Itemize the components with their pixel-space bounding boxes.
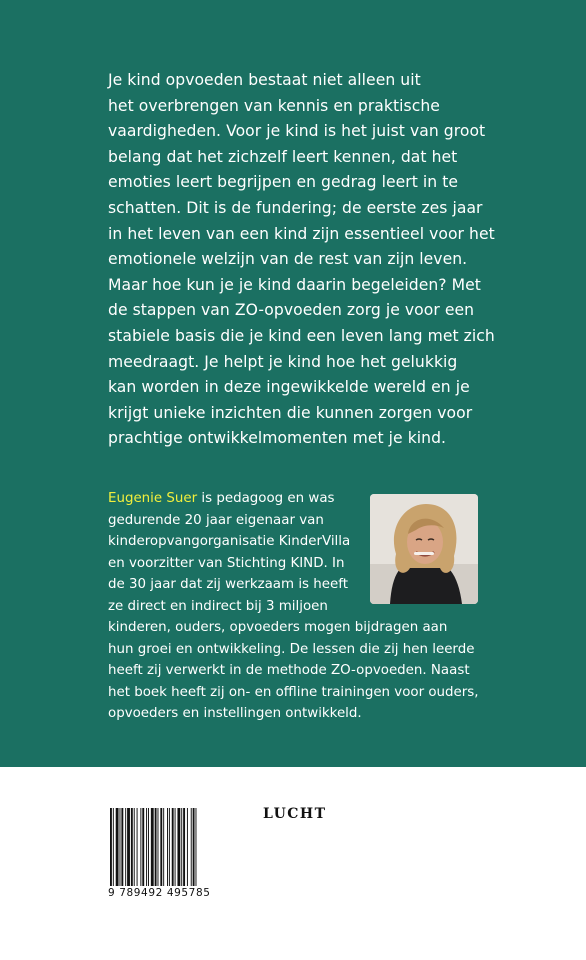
blurb-line: kan worden in deze ingewikkelde wereld en je [108,378,470,397]
bio-line: kinderopvangorganisatie KinderVilla [108,534,351,549]
bio-line: het boek heeft zij on- en offline trainingen voor ouders, [108,684,479,700]
blurb-line: de stappen van ZO-opvoeden zorg je voor een [108,301,475,320]
blurb-line: in het leven van een kind zijn essentieel voor het [108,224,495,243]
barcode-bar [131,808,133,886]
bio-line: ze direct en indirect bij 3 miljoen [108,598,328,614]
bio-line: en voorzitter van Stichting KIND. In [108,555,345,571]
barcode-bar [172,808,174,886]
blurb-line: schatten. Dit is de fundering; de eerste zes jaar [108,198,483,217]
barcode-bar [125,808,126,886]
barcode-bar [163,808,164,886]
bio-line [108,488,488,510]
blurb-line: het overbrengen van kennis en praktische [108,96,440,115]
bio-line: kinderen, ouders, opvoeders mogen bijdragen aan [108,620,448,635]
barcode-bar [177,808,180,886]
blurb-text [108,68,498,452]
blurb-line: emoties leert begrijpen en gedrag leert in te [108,173,459,192]
barcode-bar [140,808,141,886]
bio-first-line-rest: is pedagoog en was [197,491,335,506]
blurb-line: stabiele basis die je kind een leven lang met zich [108,326,495,345]
bio-line: gedurende 20 jaar eigenaar van [108,512,324,528]
white-bottom-band [0,767,586,960]
barcode-bar [148,808,149,886]
bio-line: de 30 jaar dat zij werkzaam is heeft [108,577,348,592]
barcode-bar [169,808,170,886]
barcode-bar [167,808,168,886]
barcode-bar [191,808,192,886]
bio-line: opvoeders en instellingen ontwikkeld. [108,706,362,721]
barcode-bar [113,808,114,886]
blurb-line: Je kind opvoeden bestaat niet alleen uit [108,71,421,89]
barcode-bar [110,808,112,886]
barcode-bar [116,808,119,886]
barcode-bar [151,808,154,886]
author-bio [108,488,488,725]
barcode-bar [175,808,176,886]
blurb-line: Maar hoe kun je je kind daarin begeleiden? Met [108,275,481,294]
blurb-line: belang dat het zichzelf leert kennen, dat het [108,147,458,166]
blurb-line: emotionele welzijn van de rest van zijn leven. [108,250,468,269]
barcode-bar [121,808,123,886]
bio-line: heeft zij verwerkt in de methode ZO-opvoeden. Naast [108,663,470,678]
barcode-bar [187,808,188,886]
isbn-number: 9 789492 495785 [108,887,211,899]
barcode-bar [155,808,157,886]
isbn-barcode [108,808,222,896]
barcode-bars [108,808,222,888]
barcode-bar [120,808,121,886]
barcode-bar [134,808,135,886]
blurb-line: prachtige ontwikkelmomenten met je kind. [108,429,447,448]
author-name: Eugenie Suer [108,491,198,506]
barcode-bar [196,808,197,886]
barcode-bar [146,808,147,886]
barcode-bar [160,808,162,886]
barcode-bar [183,808,185,886]
blurb-line: vaardigheden. Voor je kind is het juist van groot [108,122,486,141]
barcode-bar [137,808,138,886]
barcode-bar [181,808,182,886]
blurb-line: krijgt unieke inzichten die kunnen zorgen voor [108,403,473,422]
bio-line: hun groei en ontwikkeling. De lessen die zij hen leerde [108,641,475,657]
barcode-bar [142,808,144,886]
blurb-line: meedraagt. Je helpt je kind hoe het gelukkig [108,352,458,371]
barcode-bar [193,808,195,886]
barcode-bar [158,808,159,886]
publisher-logo: LUCHT [263,806,327,822]
barcode-bar [127,808,130,886]
